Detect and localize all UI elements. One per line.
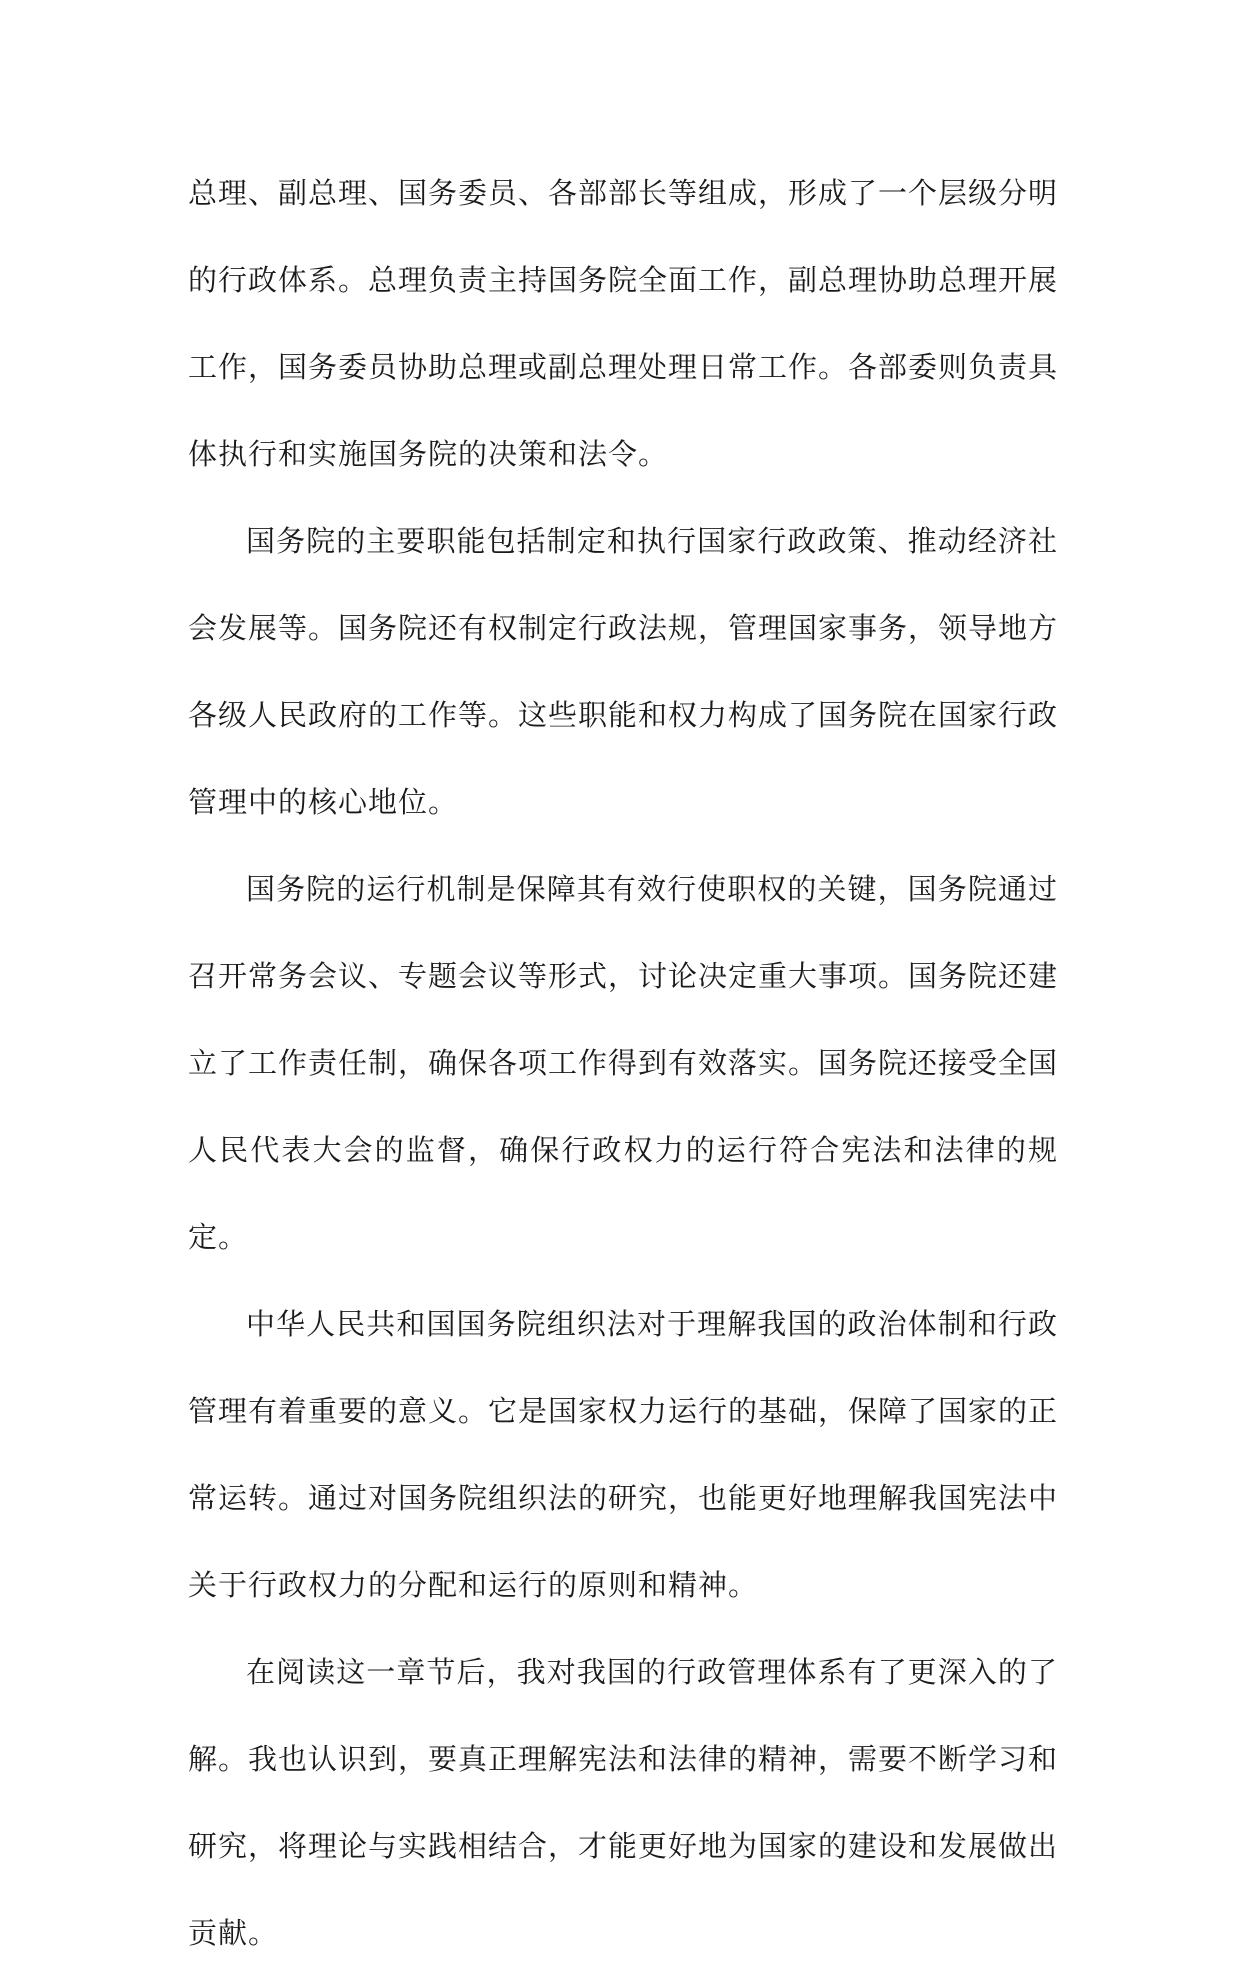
document-body xyxy=(188,150,1058,1977)
paragraph-1: 总理、副总理、国务委员、各部部长等组成，形成了一个层级分明的行政体系。总理负责主持国务院全面工作，副总理协助总理开展工作，国务委员协助总理或副总理处理日常工作。各部委则负责具体执行和实施国务院的决策和法令。 xyxy=(188,176,1059,471)
paragraph-3: 国务院的运行机制是保障其有效行使职权的关键，国务院通过召开常务会议、专题会议等形式，讨论决定重大事项。国务院还建立了工作责任制，确保各项工作得到有效落实。国务院还接受全国人民代表大会的监督，确保行政权力的运行符合宪法和法律的规定。 xyxy=(188,872,1059,1254)
paragraph-5: 在阅读这一章节后，我对我国的行政管理体系有了更深入的了解。我也认识到，要真正理解宪法和法律的精神，需要不断学习和研究，将理论与实践相结合，才能更好地为国家的建设和发展做出贡献。 xyxy=(188,1655,1059,1950)
paragraph-4: 中华人民共和国国务院组织法对于理解我国的政治体制和行政管理有着重要的意义。它是国家权力运行的基础，保障了国家的正常运转。通过对国务院组织法的研究，也能更好地理解我国宪法中关于行政权力的分配和运行的原则和精神。 xyxy=(188,1307,1059,1602)
paragraph-2: 国务院的主要职能包括制定和执行国家行政政策、推动经济社会发展等。国务院还有权制定行政法规，管理国家事务，领导地方各级人民政府的工作等。这些职能和权力构成了国务院在国家行政管理中的核心地位。 xyxy=(188,524,1059,819)
